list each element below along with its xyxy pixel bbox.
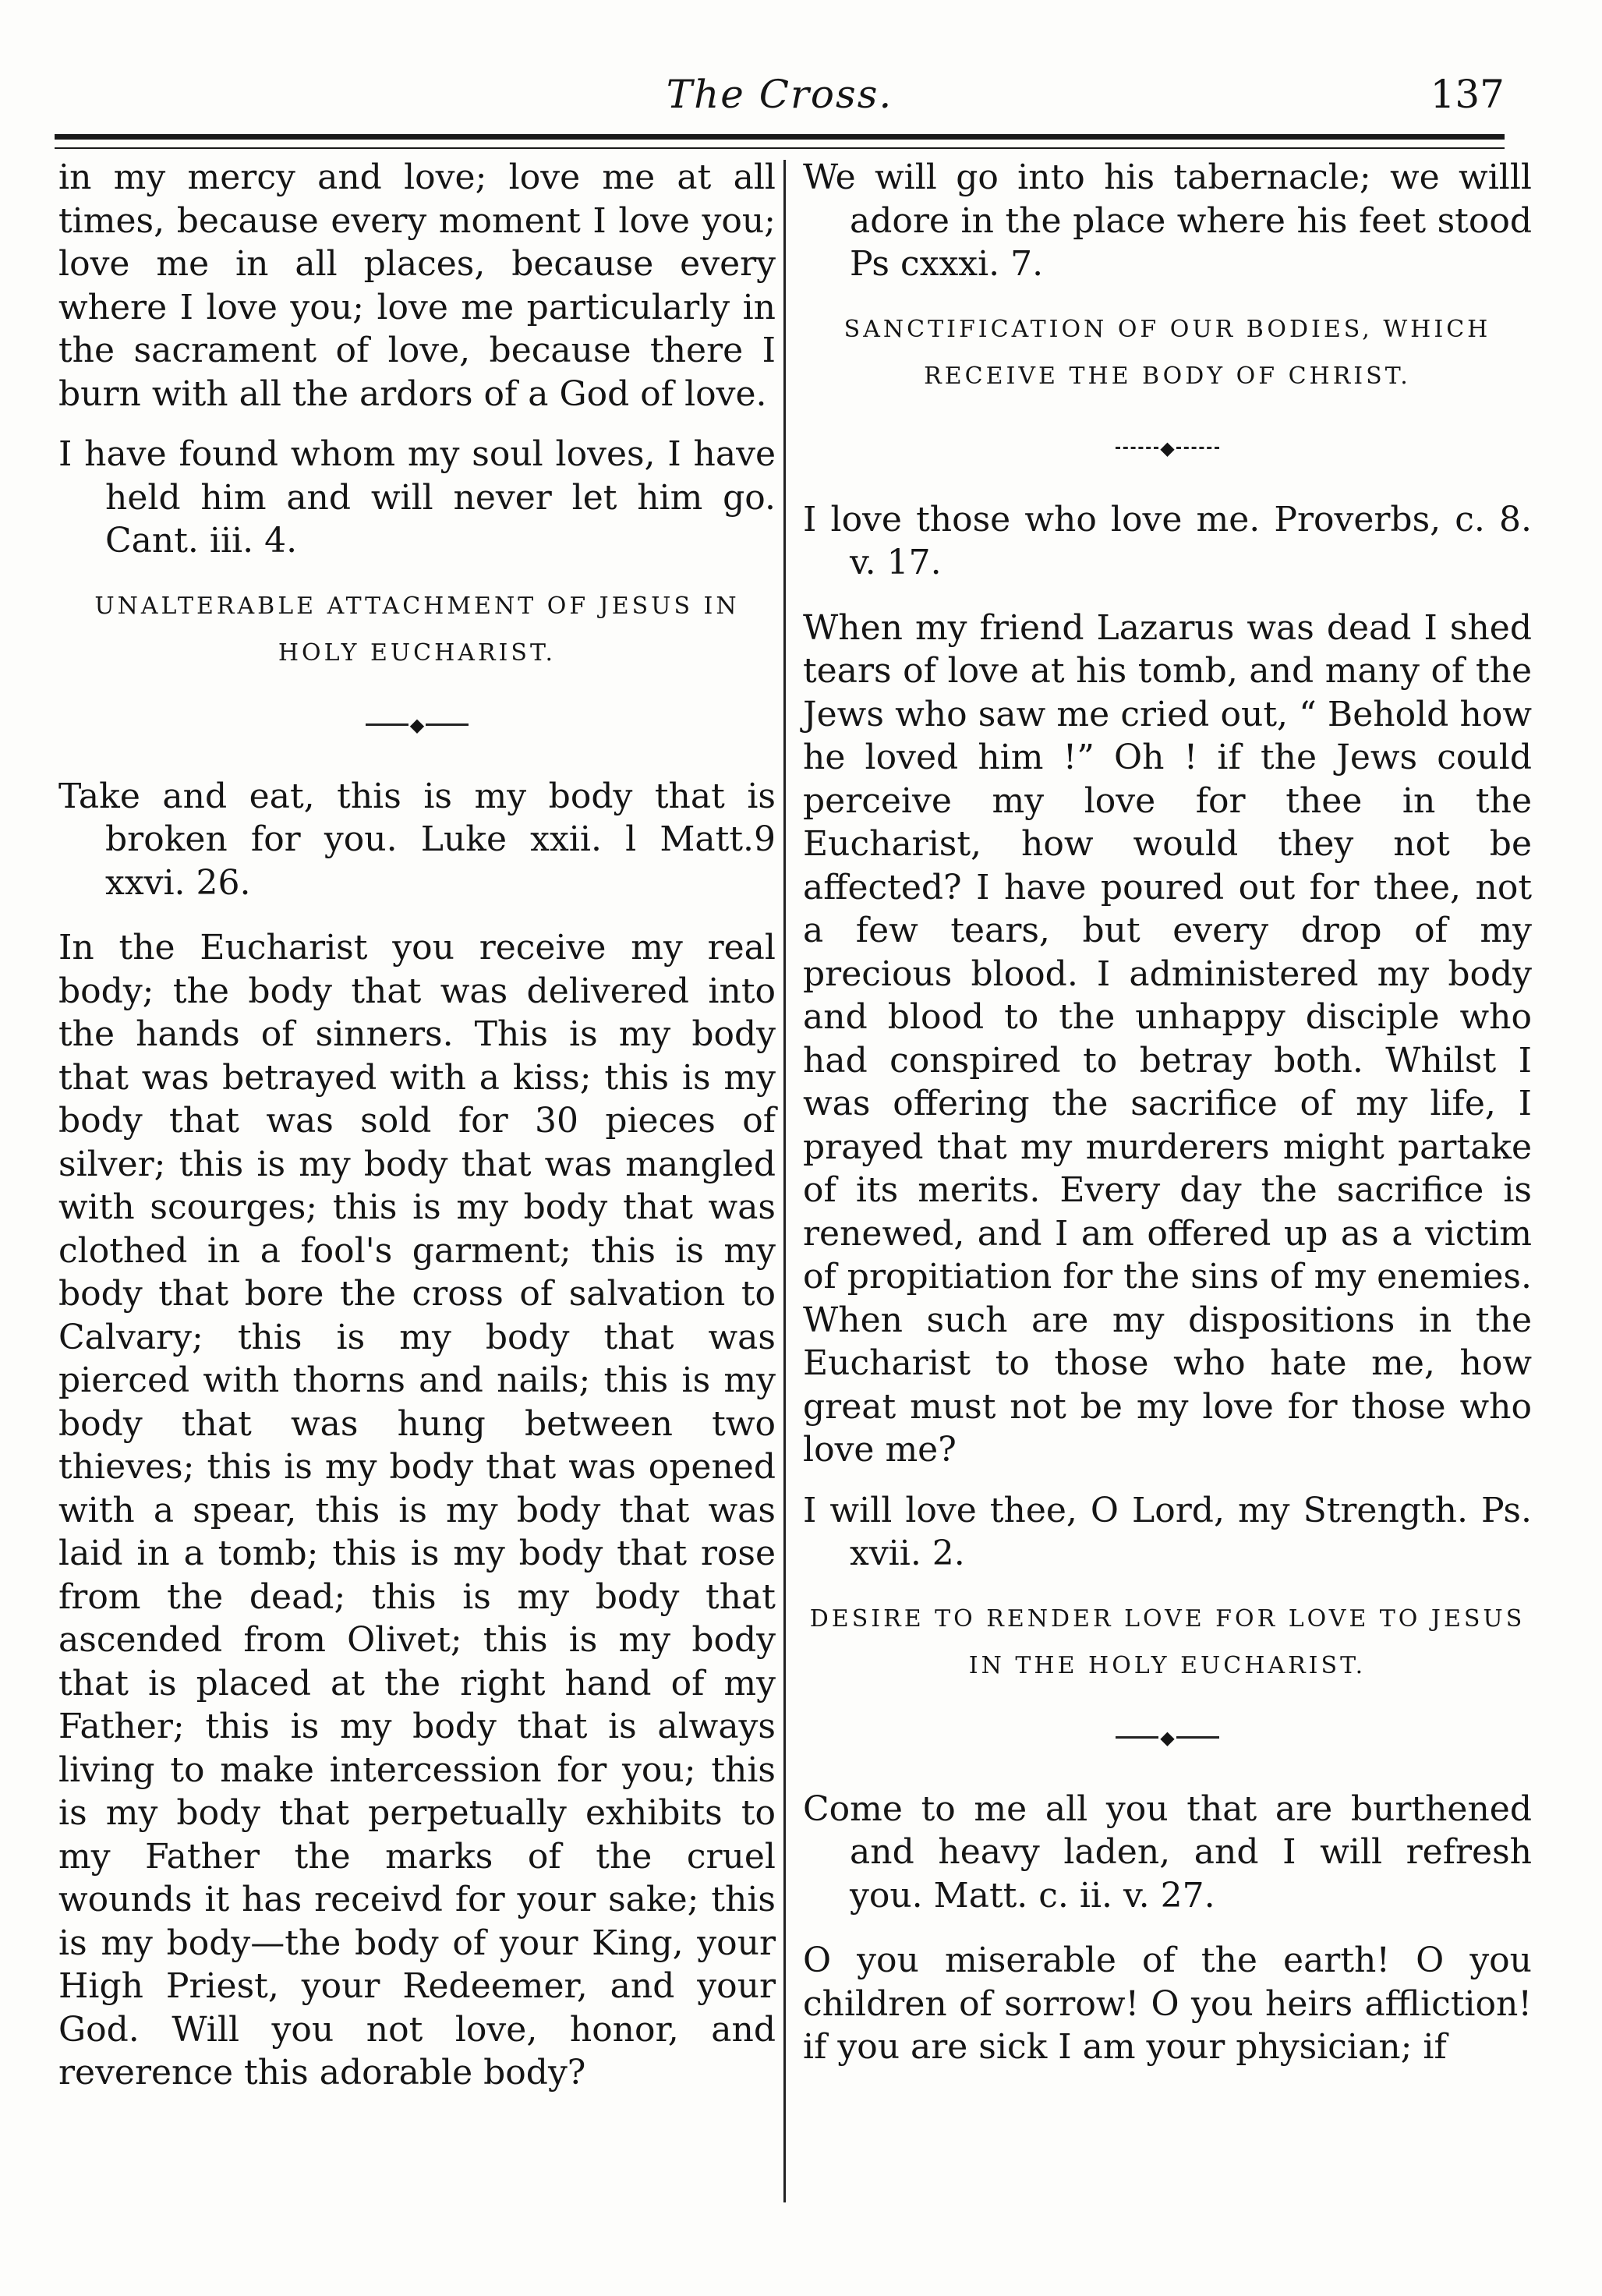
scripture-quote: Take and eat, this is my body that is broken for you. Luke xxii. l Matt.9 xxvi. 26. <box>58 776 776 903</box>
scripture-quote: We will go into his tabernacle; we willl adore in the place where his feet stood Ps cxxxi. 7. <box>803 157 1532 284</box>
running-title: The Cross. <box>666 72 893 117</box>
section-heading: DESIRE TO RENDER LOVE FOR LOVE TO JESUS IN THE HOLY EUCHARIST. <box>809 1604 1526 1679</box>
left-column <box>58 156 776 2095</box>
section-heading: SANCTIFICATION OF OUR BODIES, WHICH RECEIVE THE BODY OF CHRIST. <box>843 315 1491 390</box>
ornament-divider <box>58 708 776 741</box>
diamond-icon: ◆ <box>409 713 425 736</box>
ornament-divider <box>803 1721 1532 1753</box>
paragraph: When my friend Lazarus was dead I shed tears of love at his tomb, and many of the Jews who saw me cried out, “ Behold how he loved him !” Oh ! if the Jews could perceive my love for thee in the Eucharist, how would they not be affected? I have poured out for thee, not a few tears, but every drop of my precious blood. I administered my body and blood to the unhappy disciple who had conspired to betray both. Whilst I was offering the sacrifice of my life, I prayed that my murderers might partake of its merits. Every day the sacrifice is renewed, and I am offered up as a victim of propitiation for the sins of my enemies. When such are my dispositions in the Eucharist to those who hate me, how great must not be my love for those who love me? <box>803 607 1532 1470</box>
header-rule <box>55 134 1505 149</box>
diamond-icon: ◆ <box>1160 1726 1175 1749</box>
scripture-quote: I will love thee, O Lord, my Strength. Ps. xvii. 2. <box>803 1490 1532 1573</box>
page-header <box>47 72 1512 126</box>
section-heading: UNALTERABLE ATTACHMENT OF JESUS IN HOLY EUCHARIST. <box>94 592 740 667</box>
paragraph: O you miserable of the earth! O you children of sorrow! O you heirs affliction! if you are sick I am your physician; if <box>803 1940 1532 2067</box>
scripture-quote: I love those who love me. Proverbs, c. 8. v. 17. <box>803 499 1532 582</box>
scripture-quote: Come to me all you that are burthened and heavy laden, and I will refresh you. Matt. c. ii. v. 27. <box>803 1788 1532 1916</box>
page-number: 137 <box>1430 72 1505 117</box>
right-column <box>803 156 1532 2069</box>
paragraph: In the Eucharist you receive my real body; the body that was delivered into the hands of sinners. This is my body that was betrayed with a kiss; this is my body that was sold for 30 pieces of silver; this is my body that was mangled with scourges; this is my body that was clothed in a fool's garment; this is my body that bore the cross of salvation to Calvary; this is my body that was pierced with thorns and nails; this is my body that was hung between two thieves; this is my body that was opened with a spear, this is my body that was laid in a tomb; this is my body that rose from the dead; this is my body that ascended from Olivet; this is my body that is placed at the right hand of my Father; this is my body that is always living to make intercession for you; this is my body that perpetually exhibits to my Father the marks of the cruel wounds it has receivd for your sake; this is my body—the body of your King, your High Priest, your Redeemer, and your God. Will you not love, honor, and reverence this adorable body? <box>58 928 776 2093</box>
ornament-divider <box>803 431 1532 464</box>
scripture-quote: I have found whom my soul loves, I have held him and will never let him go. Cant. iii. 4. <box>58 434 776 561</box>
paragraph: in my mercy and love; love me at all times, because every moment I love you; love me in all places, because every where I love you; love me particularly in the sacrament of love, because there I burn with all the ardors of a God of love. <box>58 157 776 414</box>
column-divider <box>783 160 786 2202</box>
diamond-icon: ◆ <box>1160 437 1175 459</box>
